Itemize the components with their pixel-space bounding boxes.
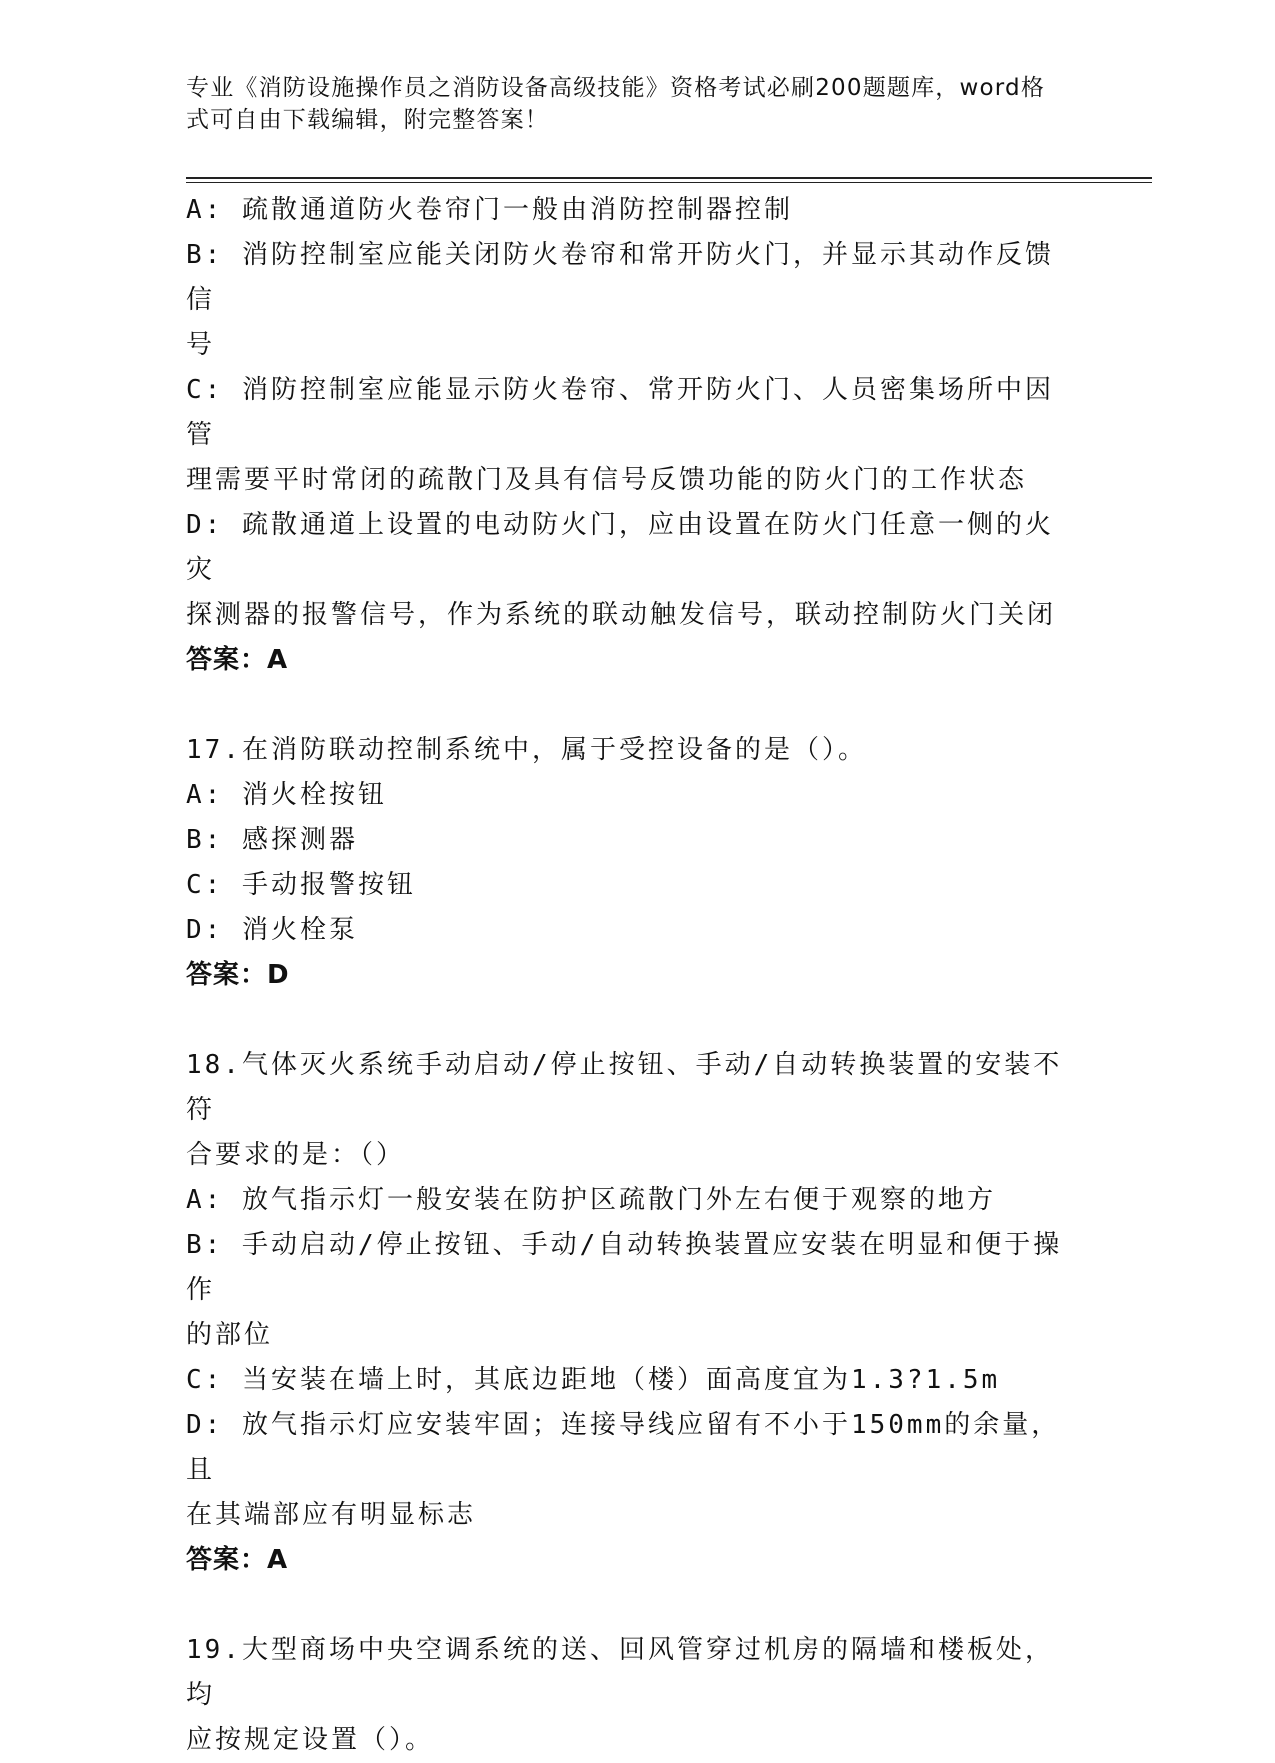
question-16-options (186, 188, 1066, 683)
question-content (186, 188, 1066, 1763)
option-d-line-1: D: 放气指示灯应安装牢固；连接导线应留有不小于150mm的余量，且 (186, 1410, 1061, 1485)
option-b-line-1: B: 手动启动/停止按钮、手动/自动转换装置应安装在明显和便于操作 (186, 1230, 1063, 1305)
option-d-line-1: D: 疏散通道上设置的电动防火门，应由设置在防火门任意一侧的火灾 (186, 510, 1054, 585)
question-18 (186, 1043, 1066, 1583)
question-19 (186, 1628, 1066, 1763)
spacer (186, 1583, 1066, 1628)
option-d-line-2: 在其端部应有明显标志 (186, 1500, 477, 1530)
header-divider-thick (186, 177, 1152, 179)
option-a: A: 放气指示灯一般安装在防护区疏散门外左右便于观察的地方 (186, 1185, 996, 1215)
option-b-line-1: B: 消防控制室应能关闭防火卷帘和常开防火门，并显示其动作反馈信 (186, 240, 1054, 315)
question-text: 17.在消防联动控制系统中，属于受控设备的是（）。 (186, 735, 867, 765)
answer-label: 答案：A (186, 645, 289, 675)
question-17 (186, 728, 1066, 998)
spacer (186, 683, 1066, 728)
option-b-line-2: 的部位 (186, 1320, 274, 1350)
option-c: C: 手动报警按钮 (186, 870, 416, 900)
option-a: A: 疏散通道防火卷帘门一般由消防控制器控制 (186, 195, 793, 225)
option-b: B: 感探测器 (186, 825, 358, 855)
header-line-1: 专业《消防设施操作员之消防设备高级技能》资格考试必刷200题题库，word格 (186, 75, 1046, 101)
question-text-line-1: 18.气体灭火系统手动启动/停止按钮、手动/自动转换装置的安装不符 (186, 1050, 1063, 1125)
spacer (186, 998, 1066, 1043)
option-d: D: 消火栓泵 (186, 915, 358, 945)
option-c-line-2: 理需要平时常闭的疏散门及具有信号反馈功能的防火门的工作状态 (186, 465, 1028, 495)
option-a: A: 消火栓按钮 (186, 780, 387, 810)
question-text-line-2: 应按规定设置（）。 (186, 1725, 435, 1755)
option-c: C: 当安装在墙上时，其底边距地（楼）面高度宜为1.3?1.5m (186, 1365, 1001, 1395)
option-d-line-2: 探测器的报警信号，作为系统的联动触发信号，联动控制防火门关闭 (186, 600, 1057, 630)
header-divider-thin (186, 182, 1152, 183)
option-b-line-2: 号 (186, 330, 216, 360)
question-text-line-2: 合要求的是：（） (186, 1140, 406, 1170)
header-line-2: 式可自由下载编辑，附完整答案！ (186, 107, 549, 133)
answer-label: 答案：A (186, 1545, 289, 1575)
answer-label: 答案：D (186, 960, 290, 990)
option-c-line-1: C: 消防控制室应能显示防火卷帘、常开防火门、人员密集场所中因管 (186, 375, 1054, 450)
document-header (186, 72, 1066, 136)
question-text-line-1: 19.大型商场中央空调系统的送、回风管穿过机房的隔墙和楼板处，均 (186, 1635, 1054, 1710)
